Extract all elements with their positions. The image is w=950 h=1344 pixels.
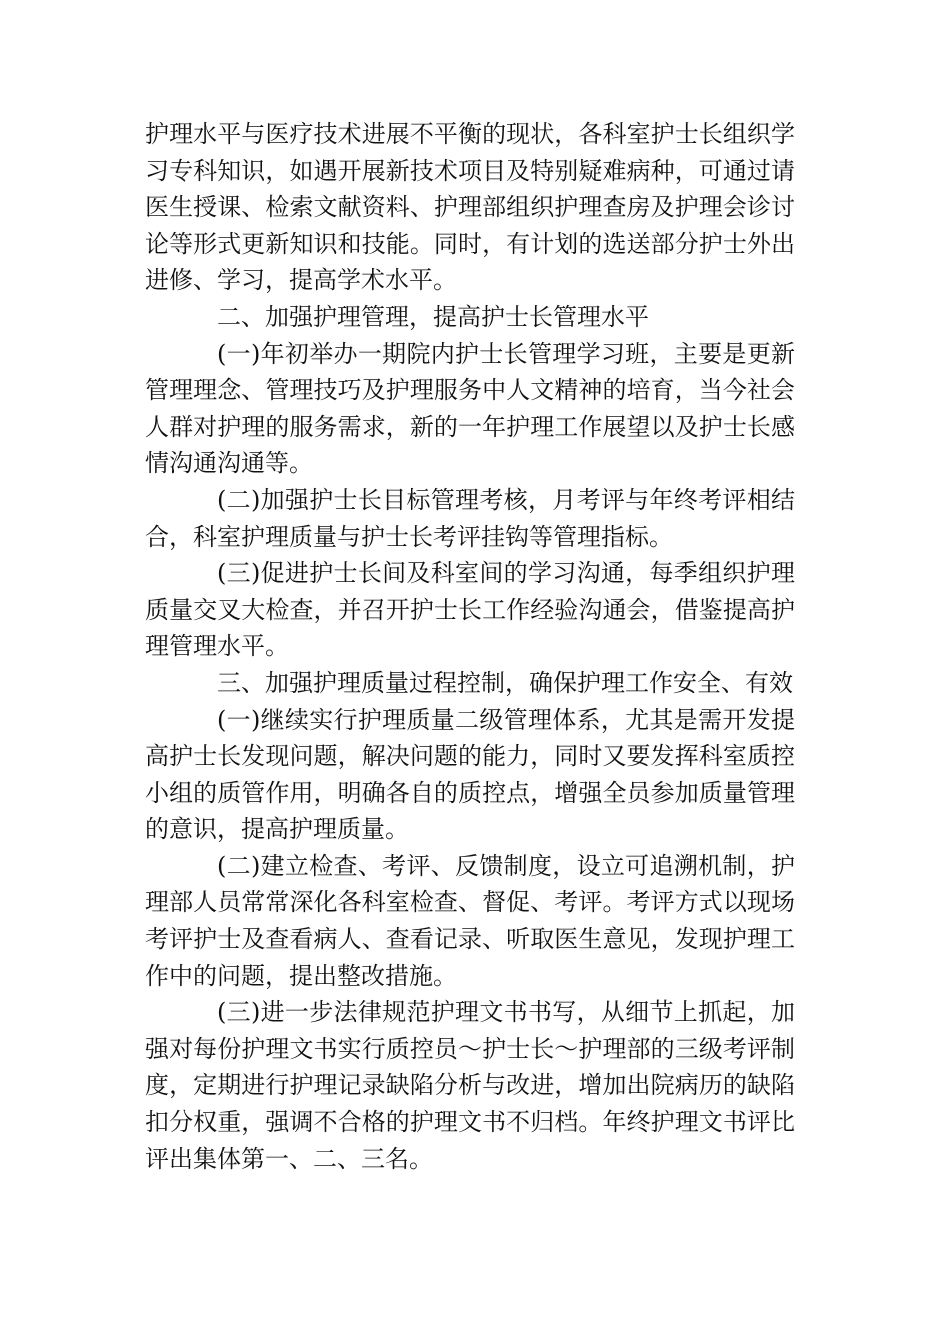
paragraph-2-1: (一)年初举办一期院内护士长管理学习班，主要是更新管理理念、管理技巧及护理服务中人文精神的培育，当今社会人群对护理的服务需求，新的一年护理工作展望以及护士长感情沟通沟通等。 (145, 339, 795, 478)
paragraph-continuation: 护理水平与医疗技术进展不平衡的现状，各科室护士长组织学习专科知识，如遇开展新技术项目及特别疑难病种，可通过请医生授课、检索文献资料、护理部组织护理查房及护理会诊讨论等形式更新知识和技能。同时，有计划的选送部分护士外出进修、学习，提高学术水平。 (145, 120, 795, 295)
paragraph-2-2: (二)加强护士长目标管理考核，月考评与年终考评相结合，科室护理质量与护士长考评挂钩等管理指标。 (145, 485, 795, 551)
paragraph-3-1: (一)继续实行护理质量二级管理体系，尤其是需开发提高护士长发现问题，解决问题的能力，同时又要发挥科室质控小组的质管作用，明确各自的质控点，增强全员参加质量管理的意识，提高护理质量。 (145, 705, 795, 844)
section-heading-2: 二、加强护理管理，提高护士长管理水平 (217, 302, 649, 331)
paragraph-3-3: (三)进一步法律规范护理文书书写，从细节上抓起，加强对每份护理文书实行质控员～护士长～护理部的三级考评制度，定期进行护理记录缺陷分析与改进，增加出院病历的缺陷扣分权重，强调不合格的护理文书不归档。年终护理文书评比评出集体第一、二、三名。 (145, 998, 795, 1173)
section-heading-3: 三、加强护理质量过程控制，确保护理工作安全、有效 (217, 668, 793, 697)
paragraph-2-3: (三)促进护士长间及科室间的学习沟通，每季组织护理质量交叉大检查，并召开护士长工作经验沟通会，借鉴提高护理管理水平。 (145, 559, 795, 661)
paragraph-3-2: (二)建立检查、考评、反馈制度，设立可追溯机制，护理部人员常常深化各科室检查、督促、考评。考评方式以现场考评护士及查看病人、查看记录、听取医生意见，发现护理工作中的问题，提出整改措施。 (145, 851, 795, 990)
document-body (145, 116, 795, 1177)
